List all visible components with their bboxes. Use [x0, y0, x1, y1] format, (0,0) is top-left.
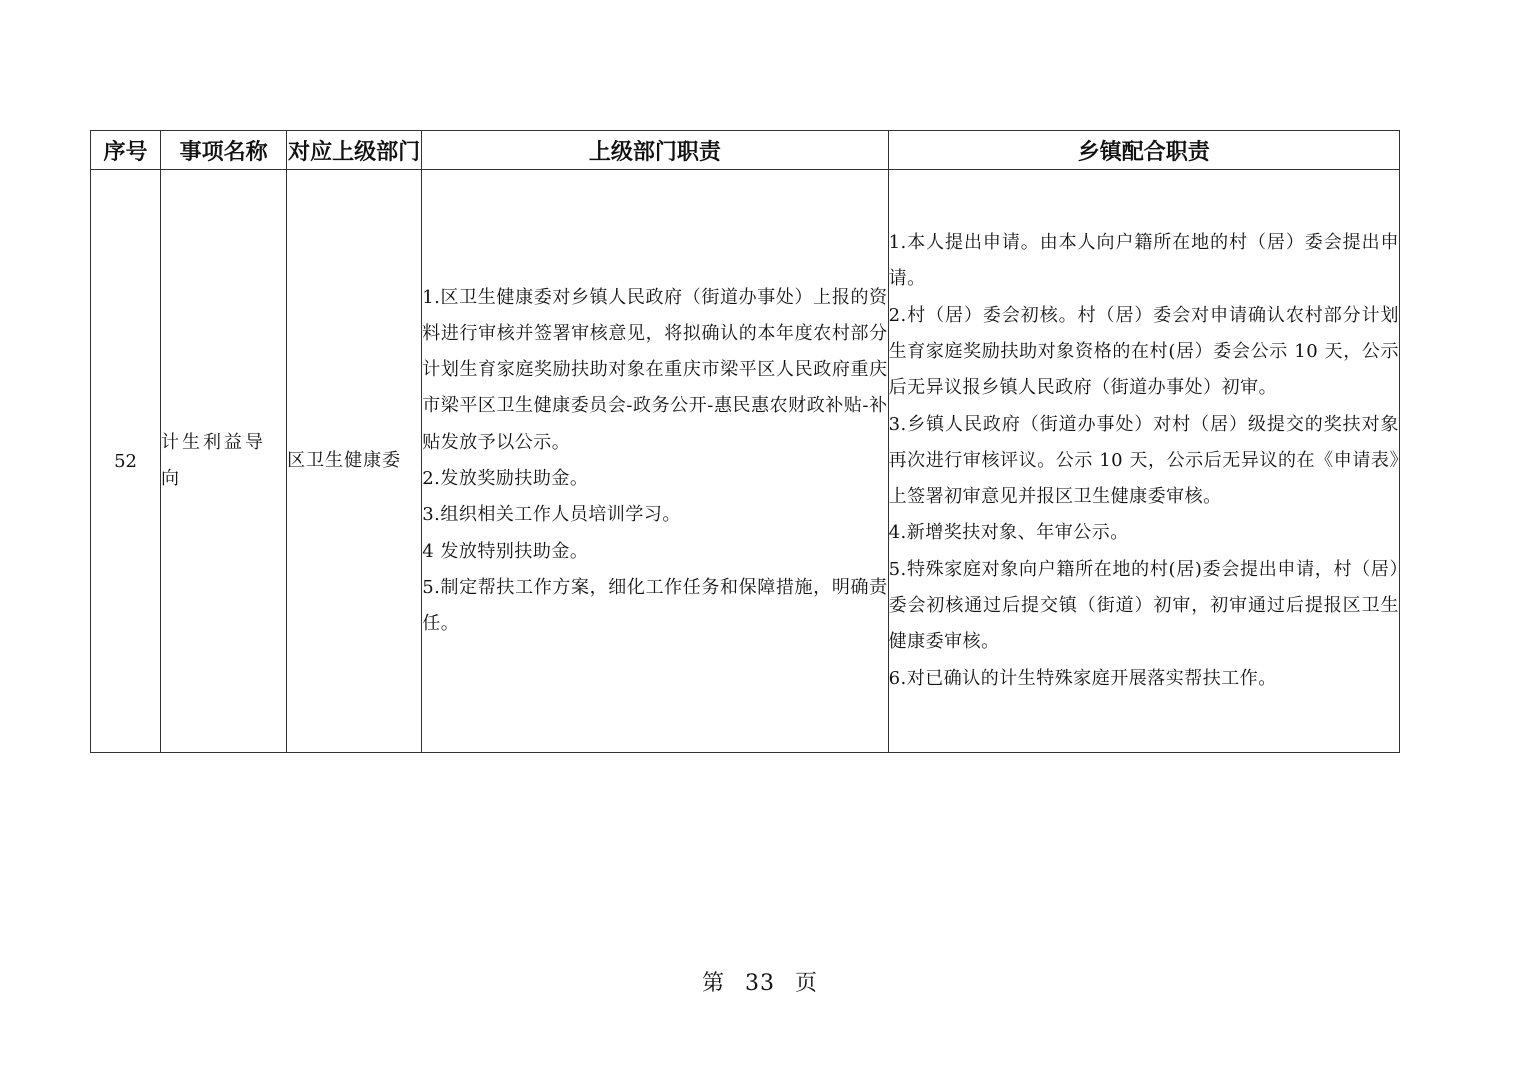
upper-duty-item: 2.发放奖励扶助金。 [422, 468, 589, 489]
page-prefix: 第 [701, 971, 725, 996]
cell-township-duties [888, 170, 1399, 753]
upper-duty-item: 5.制定帮扶工作方案，细化工作任务和保障措施，明确责任。 [422, 576, 888, 635]
cell-upper-department: 区卫生健康委 [287, 170, 422, 753]
township-duty-item: 3.乡镇人民政府（街道办事处）对村（居）级提交的奖扶对象再次进行审核评议。公示 10 天，公示后无异议的在《申请表》上签署初审意见并报区卫生健康委审核。 [888, 413, 1399, 508]
township-duty-item: 6.对已确认的计生特殊家庭开展落实帮扶工作。 [888, 667, 1277, 689]
header-upper-department: 对应上级部门 [287, 131, 422, 170]
cell-serial-number: 52 [91, 170, 161, 753]
township-duty-item: 1.本人提出申请。由本人向户籍所在地的村（居）委会提出申请。 [888, 232, 1399, 290]
township-duty-item: 5.特殊家庭对象向户籍所在地的村(居)委会提出申请，村（居）委会初核通过后提交镇（街道）初审，初审通过后提报区卫生健康委审核。 [888, 558, 1399, 653]
page-suffix: 页 [795, 971, 819, 996]
cell-upper-duties [422, 170, 888, 753]
township-duty-item: 2.村（居）委会初核。村（居）委会对申请确认农村部分计划生育家庭奖励扶助对象资格的在村(居）委会公示 10 天，公示后无异议报乡镇人民政府（街道办事处）初审。 [888, 304, 1399, 399]
table-header-row [91, 131, 1400, 170]
duty-table [90, 130, 1400, 753]
header-upper-duties: 上级部门职责 [422, 131, 888, 170]
header-township-duties: 乡镇配合职责 [888, 131, 1399, 170]
header-item-name: 事项名称 [161, 131, 287, 170]
header-serial-number: 序号 [91, 131, 161, 170]
upper-duty-item: 4 发放特别扶助金。 [422, 540, 589, 562]
table-row [91, 170, 1400, 753]
township-duty-item: 4.新增奖扶对象、年审公示。 [888, 522, 1129, 544]
cell-item-name: 计生利益导向 [161, 170, 287, 753]
upper-duty-item: 3.组织相关工作人员培训学习。 [422, 504, 681, 526]
page-number: 33 [745, 971, 775, 996]
page-footer [0, 966, 1520, 997]
upper-duty-item: 1.区卫生健康委对乡镇人民政府（街道办事处）上报的资料进行审核并签署审核意见，将拟确认的本年度农村部分计划生育家庭奖励扶助对象在重庆市梁平区人民政府重庆市梁平区卫生健康委员会-政务公开-惠民惠农财政补贴-补贴发放予以公示。 [422, 286, 888, 453]
